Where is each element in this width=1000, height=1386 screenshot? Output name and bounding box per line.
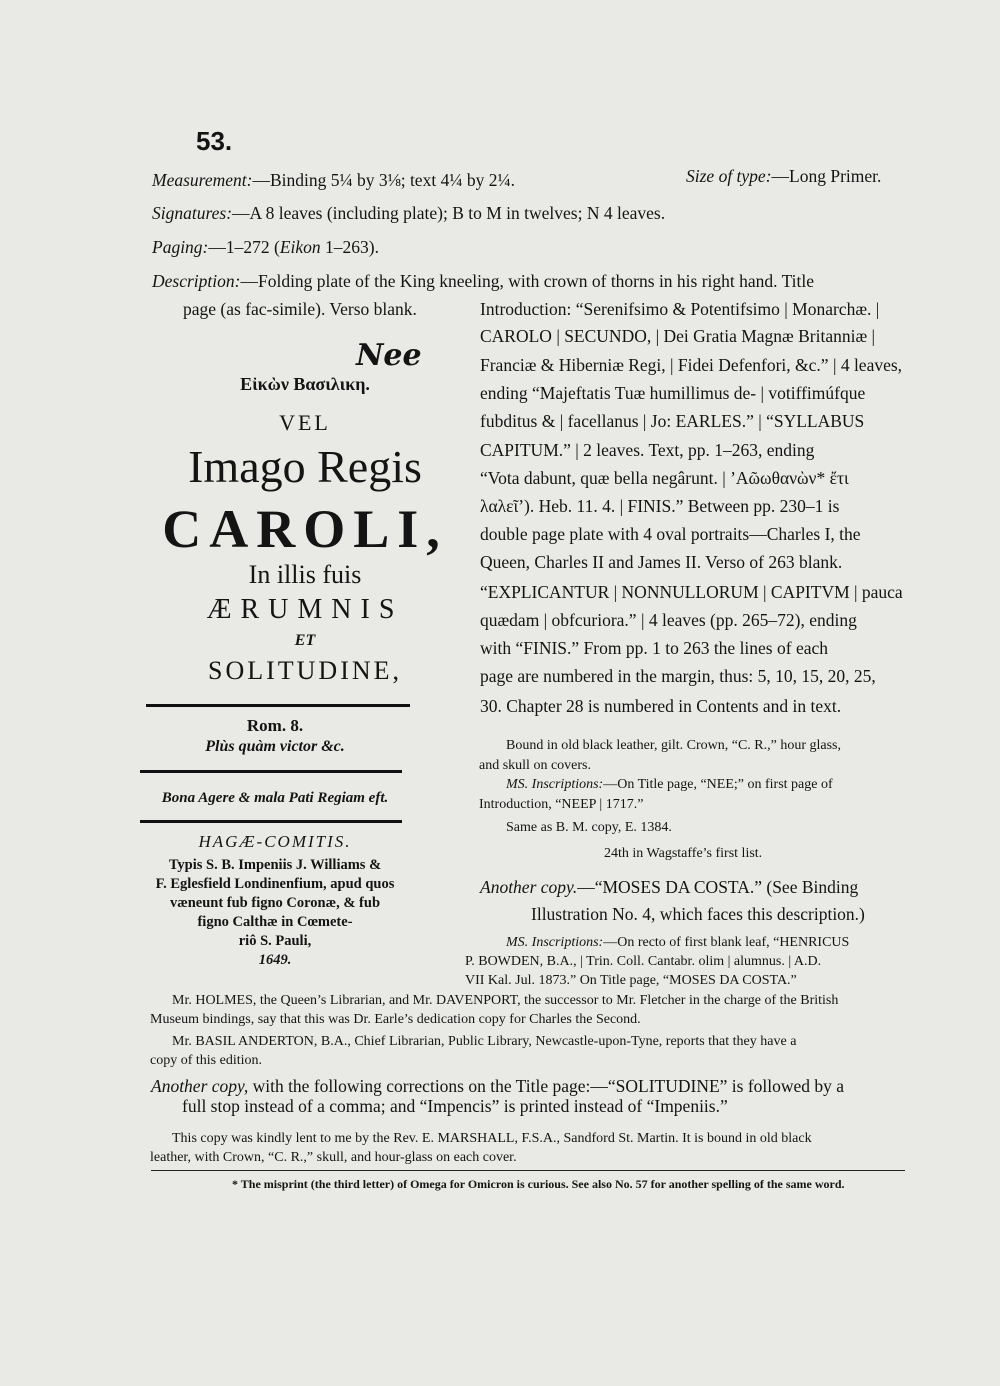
description-right-line: double page plate with 4 oval portraits—Charles I, the <box>480 524 861 544</box>
ms-inscriptions-2: MS. Inscriptions:—On recto of first blank leaf, “HENRICUS P. BOWDEN, B.A., | Trin. Coll. Cantabr. olim | alumnus. | A.D. VII Kal. Jul. 1873.” On Title page, “MOSES DA COSTA.” <box>465 935 850 988</box>
facsimile-rule-2 <box>140 770 402 773</box>
another-copy-1: Another copy.—“MOSES DA COSTA.” (See Binding <box>480 877 859 897</box>
facsimile-imprint <box>140 856 410 970</box>
footnote-rule <box>151 1170 905 1171</box>
same-as-bm: Same as B. M. copy, E. 1384. <box>506 820 672 835</box>
description-right-line: Queen, Charles II and James II. Verso of 263 blank. <box>480 552 843 572</box>
wagstaffe-note: 24th in Wagstaffe’s first list. <box>604 846 763 861</box>
facsimile-imago-regis: Imago Regis <box>188 441 422 492</box>
description-right-line: “Vota dabunt, quæ bella negârunt. | ’Aῶωθανὼν* ἔτι <box>480 468 849 488</box>
type-size-line <box>686 166 881 187</box>
description-right-line: ending “Majeftatis Tuæ humillimus de- | votiffimúfque <box>480 383 866 403</box>
measurement-text: —Binding 5¼ by 3⅛; text 4¼ by 2¼. <box>252 170 515 190</box>
description-right-line: 30. Chapter 28 is numbered in Contents and in text. <box>480 696 842 716</box>
imprint-line: 1649. <box>258 952 292 968</box>
imprint-line: figno Calthæ in Cœmete- <box>197 914 353 930</box>
facsimile-solitudine: SOLITUDINE, <box>207 656 403 685</box>
description-right-line: fubditus & | facellanus | Jo: EARLES.” | “SYLLABUS <box>480 411 865 431</box>
handwritten-nee: Nee <box>356 338 422 373</box>
facsimile-aerumnis: ÆRUMNIS <box>206 594 404 625</box>
description-right-line: page are numbered in the margin, thus: 5, 10, 15, 20, 25, <box>480 666 876 686</box>
description-line-1: Description:—Folding plate of the King kneeling, with crown of thorns in his right hand. Title <box>152 271 815 291</box>
signatures-text: —A 8 leaves (including plate); B to M in twelves; N 4 leaves. <box>232 203 666 223</box>
description-right-line: with “FINIS.” From pp. 1 to 263 the lines of each <box>480 638 829 658</box>
another-copy-label: Another copy. <box>480 877 578 897</box>
imprint-line: F. Eglesfield Londinenfium, apud quos <box>155 876 395 892</box>
type-size-value: —Long Primer. <box>771 166 882 186</box>
facsimile-vel: VEL <box>279 410 331 435</box>
another-copy-2-label: Another copy, <box>151 1076 249 1096</box>
ms-label: MS. Inscriptions: <box>506 777 604 792</box>
description-label: Description: <box>152 271 241 291</box>
paging-label: Paging: <box>152 237 209 257</box>
measurement-label: Measurement: <box>152 170 253 190</box>
signatures-label: Signatures: <box>152 203 233 223</box>
imprint-line: riô S. Pauli, <box>238 933 312 949</box>
facsimile-rom: Rom. 8. <box>246 716 304 735</box>
facsimile-in-illis: In illis fuis <box>248 560 362 589</box>
description-right-line: quædam | obfcuriora.” | 4 leaves (pp. 265–72), ending <box>480 610 857 630</box>
holmes-note: Mr. HOLMES, the Queen’s Librarian, and Mr. DAVENPORT, the successor to Mr. Fletcher in the charge of the British Museum bindings, say that this was Dr. Earle’s dedication copy for Charles the Second. <box>150 993 839 1027</box>
another-copy-2: Another copy, with the following corrections on the Title page:—“SOLITUDINE” is followed by a <box>151 1076 845 1096</box>
ms-inscriptions-1: MS. Inscriptions:—On Title page, “NEE;” on first page of Introduction, “NEEP | 1717.” <box>479 777 833 812</box>
facsimile-bona-agere: Bona Agere & mala Pati Regiam eft. <box>161 790 389 806</box>
anderton-note: Mr. BASIL ANDERTON, B.A., Chief Librarian, Public Library, Newcastle-upon-Tyne, reports that they have a copy of this edition. <box>150 1034 797 1068</box>
entry-number: 53. <box>196 126 233 156</box>
description-right-line: CAPITUM.” | 2 leaves. Text, pp. 1–263, ending <box>480 440 815 460</box>
binding-note: Bound in old black leather, gilt. Crown, “C. R.,” hour glass, and skull on covers. <box>479 738 842 773</box>
paging-line: Paging:—1–272 (Eikon 1–263). <box>152 237 379 257</box>
facsimile-greek-title: Εἰκὼν Βασιλικη. <box>240 374 370 394</box>
description-right-line: “EXPLICANTUR | NONNULLORUM | CAPITVM | pauca <box>480 582 903 602</box>
facsimile-plus-quam: Plùs quàm victor &c. <box>205 738 345 755</box>
facsimile-rule-3 <box>140 820 402 823</box>
facsimile-rule-1 <box>146 704 410 707</box>
footnote: * The misprint (the third letter) of Omega for Omicron is curious. See also No. 57 for another spelling of the same word. <box>232 1177 845 1191</box>
description-right-line: λαλεῖ’). Heb. 11. 4. | FINIS.” Between pp. 230–1 is <box>480 496 840 516</box>
facsimile-hagae: HAGÆ-COMITIS. <box>198 832 352 851</box>
facsimile-caroli: CAROLI, <box>162 499 448 559</box>
marshall-note: This copy was kindly lent to me by the Rev. E. MARSHALL, F.S.A., Sandford St. Martin. It is bound in old black leather, with Crown, “C. R.,” skull, and hour-glass on each cover. <box>150 1131 812 1165</box>
facsimile-et: ET <box>294 632 316 649</box>
description-right-line: Introduction: “Serenifsimo & Potentifsimo | Monarchæ. | <box>480 299 880 319</box>
imprint-line: Typis S. B. Impeniis J. Williams & <box>168 857 382 873</box>
type-size-label: Size of type: <box>686 166 772 186</box>
another-copy-1-line2: Illustration No. 4, which faces this description.) <box>531 904 865 924</box>
description-right-line: CAROLO | SECUNDO, | Dei Gratia Magnæ Britanniæ | <box>480 326 875 346</box>
description-line-2: page (as fac-simile). Verso blank. <box>183 299 417 319</box>
another-copy-2-line2: full stop instead of a comma; and “Impencis” is printed instead of “Impeniis.” <box>182 1096 728 1116</box>
description-right-line: Franciæ & Hiberniæ Regi, | Fidei Defenfori, &c.” | 4 leaves, <box>480 355 903 375</box>
imprint-line: væneunt fub figno Coronæ, & fub <box>169 895 381 911</box>
